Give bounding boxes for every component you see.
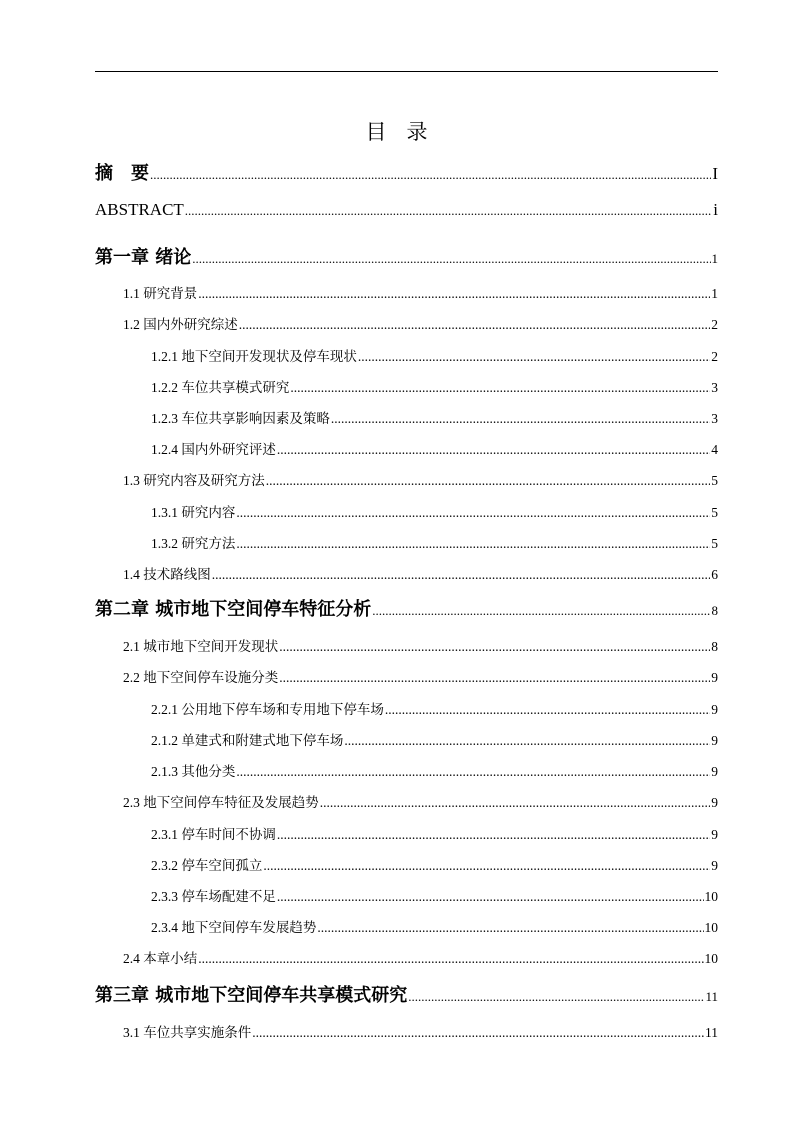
- toc-entry-page: I: [712, 164, 718, 183]
- toc-entry-label: 2.1.2 单建式和附建式地下停车场: [151, 733, 344, 748]
- toc-entry-label: 1.1 研究背景: [123, 286, 198, 301]
- toc-entry[interactable]: [151, 407, 718, 427]
- toc-entry-label: 1.2 国内外研究综述: [123, 317, 238, 332]
- toc-entry[interactable]: [95, 159, 718, 185]
- toc-entry-label: 第三章 城市地下空间停车共享模式研究: [95, 985, 408, 1006]
- toc-entry-page: 1: [711, 286, 718, 301]
- toc-entry[interactable]: [151, 729, 718, 749]
- toc-entry[interactable]: [123, 563, 718, 583]
- toc-entry-page: 6: [711, 567, 718, 582]
- toc-entry[interactable]: [95, 595, 718, 621]
- toc-entry-page: i: [713, 200, 718, 219]
- toc-dot-leader: [236, 505, 710, 521]
- toc-entry-page: 5: [711, 536, 718, 551]
- toc-entry-page: 9: [711, 795, 718, 810]
- toc-entry[interactable]: [95, 200, 718, 220]
- toc-title-char: 目: [365, 120, 387, 144]
- toc-entry-page: 9: [711, 858, 718, 873]
- toc-dot-leader: [150, 167, 711, 183]
- toc-entry-label: 1.2.2 车位共享模式研究: [151, 380, 290, 395]
- toc-entry-label: 2.2 地下空间停车设施分类: [123, 670, 279, 685]
- toc-entry-page: 9: [711, 764, 718, 779]
- toc-entry-page: 5: [711, 505, 718, 520]
- toc-entry-label: 2.1 城市地下空间开发现状: [123, 639, 279, 654]
- toc-entry-page: 3: [711, 411, 718, 426]
- toc-entry-page: 2: [711, 317, 718, 332]
- toc-entry-label: 1.2.4 国内外研究评述: [151, 442, 276, 457]
- toc-dot-leader: [266, 473, 711, 489]
- toc-dot-leader: [358, 349, 710, 365]
- toc-entry[interactable]: [123, 1021, 718, 1041]
- toc-dot-leader: [290, 380, 710, 396]
- toc-entry[interactable]: [151, 823, 718, 843]
- toc-entry[interactable]: [151, 916, 718, 936]
- toc-entry-label: 2.1.3 其他分类: [151, 764, 236, 779]
- toc-entry-page: 10: [704, 889, 718, 904]
- toc-dot-leader: [320, 795, 711, 811]
- toc-dot-leader: [385, 702, 710, 718]
- toc-dot-leader: [239, 317, 711, 333]
- toc-dot-leader: [263, 858, 710, 874]
- toc-entry-label: ABSTRACT: [95, 200, 184, 219]
- toc-dot-leader: [212, 567, 711, 583]
- toc-entry-page: 11: [705, 1025, 718, 1040]
- toc-entry[interactable]: [95, 981, 718, 1007]
- toc-entry-page: 3: [711, 380, 718, 395]
- toc-dot-leader: [331, 411, 710, 427]
- toc-entry[interactable]: [151, 501, 718, 521]
- toc-entry-label: 1.3.2 研究方法: [151, 536, 236, 551]
- toc-entry[interactable]: [123, 282, 718, 302]
- toc-entry-page: 10: [704, 920, 718, 935]
- toc-dot-leader: [252, 1025, 704, 1041]
- toc-entry-label: 1.2.3 车位共享影响因素及策略: [151, 411, 330, 426]
- toc-entry[interactable]: [123, 791, 718, 811]
- toc-entry-page: 11: [705, 989, 718, 1004]
- toc-dot-leader: [198, 951, 703, 967]
- toc-entry[interactable]: [123, 635, 718, 655]
- toc-entry-label: 2.4 本章小结: [123, 951, 198, 966]
- toc-entry[interactable]: [151, 438, 718, 458]
- toc-entry-label: 2.2.1 公用地下停车场和专用地下停车场: [151, 702, 384, 717]
- toc-entry-page: 8: [711, 603, 718, 618]
- toc-dot-leader: [279, 670, 710, 686]
- toc-dot-leader: [277, 827, 710, 843]
- toc-entry-label: 3.1 车位共享实施条件: [123, 1025, 252, 1040]
- toc-entry-label: 1.4 技术路线图: [123, 567, 211, 582]
- toc-entry[interactable]: [123, 947, 718, 967]
- toc-entry-page: 9: [711, 827, 718, 842]
- toc-entry-page: 1: [711, 251, 718, 266]
- toc-entry[interactable]: [151, 376, 718, 396]
- toc-entry-label: 2.3.2 停车空间孤立: [151, 858, 263, 873]
- toc-entry-page: 9: [711, 670, 718, 685]
- toc-entry[interactable]: [123, 469, 718, 489]
- toc-dot-leader: [185, 203, 712, 219]
- toc-dot-leader: [372, 603, 710, 619]
- toc-dot-leader: [344, 733, 710, 749]
- toc-entry-label: 2.3 地下空间停车特征及发展趋势: [123, 795, 319, 810]
- toc-entry[interactable]: [151, 854, 718, 874]
- toc-entry[interactable]: [95, 243, 718, 269]
- toc-entry-label: 1.2.1 地下空间开发现状及停车现状: [151, 349, 357, 364]
- toc-entry-label: 第一章 绪论: [95, 247, 192, 268]
- toc-entry-page: 10: [704, 951, 718, 966]
- toc-entry-page: 9: [711, 702, 718, 717]
- toc-dot-leader: [192, 251, 710, 267]
- toc-entry-label: 1.3 研究内容及研究方法: [123, 473, 265, 488]
- header-rule: [95, 71, 718, 72]
- toc-title: [0, 118, 793, 146]
- toc-entry[interactable]: [123, 666, 718, 686]
- toc-entry[interactable]: [151, 532, 718, 552]
- toc-entry[interactable]: [151, 760, 718, 780]
- toc-entry-label: 1.3.1 研究内容: [151, 505, 236, 520]
- toc-dot-leader: [236, 764, 710, 780]
- toc-dot-leader: [408, 989, 704, 1005]
- toc-entry-label: 摘 要: [95, 163, 149, 184]
- toc-entry-label: 2.3.4 地下空间停车发展趋势: [151, 920, 317, 935]
- toc-entry-label: 2.3.3 停车场配建不足: [151, 889, 276, 904]
- toc-dot-leader: [277, 889, 704, 905]
- toc-entry-page: 4: [711, 442, 718, 457]
- toc-dot-leader: [236, 536, 710, 552]
- toc-entry[interactable]: [151, 885, 718, 905]
- toc-entry-label: 第二章 城市地下空间停车特征分析: [95, 599, 372, 620]
- toc-entry[interactable]: [123, 313, 718, 333]
- toc-entry-page: 9: [711, 733, 718, 748]
- toc-entry-page: 8: [711, 639, 718, 654]
- toc-title-char: 录: [406, 120, 428, 144]
- toc-entry-page: 2: [711, 349, 718, 364]
- toc-dot-leader: [198, 286, 710, 302]
- toc-entry[interactable]: [151, 698, 718, 718]
- toc-dot-leader: [277, 442, 710, 458]
- toc-entry-page: 5: [711, 473, 718, 488]
- toc-entry[interactable]: [151, 345, 718, 365]
- toc-dot-leader: [279, 639, 710, 655]
- toc-dot-leader: [317, 920, 703, 936]
- toc-entry-label: 2.3.1 停车时间不协调: [151, 827, 276, 842]
